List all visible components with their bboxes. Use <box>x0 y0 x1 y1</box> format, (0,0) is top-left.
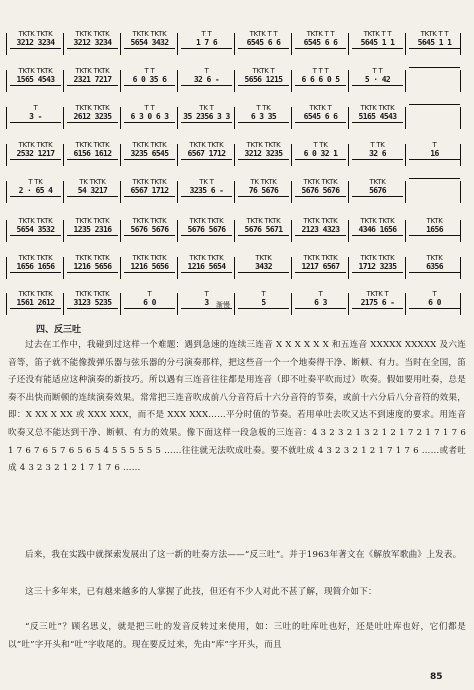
score-measure <box>67 30 118 49</box>
bar-line <box>63 293 64 315</box>
note-group: 6 0 <box>124 298 175 309</box>
bar-line <box>405 181 406 203</box>
bar-line <box>460 70 461 92</box>
note-group: 35 2356 3 3 <box>181 112 232 123</box>
score-measure <box>238 290 289 309</box>
score-measure <box>181 178 232 197</box>
tonguing-mark: T T <box>144 67 155 75</box>
bar-line <box>348 181 349 203</box>
score-measure <box>352 290 403 309</box>
tonguing-mark: TKTK T <box>252 67 275 75</box>
tonguing-mark: TKTK TKTK <box>303 178 338 186</box>
bar-line <box>177 144 178 166</box>
bar-line <box>6 220 7 242</box>
note-group: 1235 2316 <box>67 225 118 236</box>
note-group: 1656 1656 <box>10 262 61 273</box>
note-group: 3212 3235 <box>238 149 289 160</box>
score-row <box>6 290 468 316</box>
note-group: 5654 3532 <box>10 225 61 236</box>
note-group: 6545 6 6 <box>295 112 346 123</box>
score-row <box>6 141 468 167</box>
bar-line <box>6 181 7 203</box>
tonguing-mark: T <box>432 141 437 149</box>
note-group: 5676 5676 <box>124 225 175 236</box>
bar-line <box>177 33 178 55</box>
tonguing-mark: TKTK TKTK <box>132 217 167 225</box>
tonguing-mark: TKTK T <box>366 290 389 298</box>
score-measure <box>409 254 460 273</box>
tonguing-mark: TKTK TKTK <box>75 141 110 149</box>
bar-line <box>460 293 461 315</box>
tonguing-mark: TKTK <box>426 217 443 225</box>
score-measure <box>10 141 61 160</box>
tonguing-mark: TKTK TKTK <box>75 67 110 75</box>
bar-line <box>234 70 235 92</box>
score-measure <box>295 104 346 123</box>
bar-line <box>405 257 406 279</box>
note-group: 16 <box>409 149 460 160</box>
bar-line <box>120 70 121 92</box>
tonguing-mark: T <box>147 290 152 298</box>
page-number: 85 <box>430 672 443 682</box>
tonguing-mark: TKTK TKTK <box>75 217 110 225</box>
bar-line <box>63 181 64 203</box>
tonguing-mark: TKTK TKTK <box>132 30 167 38</box>
tonguing-mark: TKTK T T <box>363 30 392 38</box>
score-measure <box>238 67 289 86</box>
bar-line <box>177 293 178 315</box>
note-group: 5656 1215 <box>238 75 289 86</box>
score-measure <box>10 30 61 49</box>
bar-line <box>291 181 292 203</box>
note-group: 5676 5676 <box>181 225 232 236</box>
bar-line <box>291 144 292 166</box>
score-measure <box>409 178 460 179</box>
note-group <box>409 67 460 68</box>
tonguing-mark: T TK <box>313 141 328 149</box>
note-group: 5676 5671 <box>238 225 289 236</box>
bar-line <box>460 33 461 55</box>
bar-line <box>120 257 121 279</box>
bar-line <box>63 33 64 55</box>
tonguing-mark: TK TKTK <box>79 178 106 186</box>
tonguing-mark: TKTK TKTK <box>303 254 338 262</box>
score-measure <box>409 217 460 236</box>
score-measure <box>238 141 289 160</box>
tonguing-mark: T <box>318 290 323 298</box>
score-measure <box>295 254 346 273</box>
note-group: 2532 1217 <box>10 149 61 160</box>
note-group: 32 6 <box>352 149 403 160</box>
bar-line <box>120 220 121 242</box>
note-group: 5645 1 1 <box>409 38 460 49</box>
bar-line <box>177 107 178 129</box>
note-group: 6 6 6 0 5 <box>295 75 346 86</box>
tonguing-mark: T <box>204 290 209 298</box>
note-group: 6 3 35 <box>238 112 289 123</box>
score-measure <box>124 30 175 49</box>
score-measure <box>352 217 403 236</box>
note-group: 5645 1 1 <box>352 38 403 49</box>
tonguing-mark: TKTK TKTK <box>75 104 110 112</box>
bar-line <box>6 293 7 315</box>
bar-line <box>405 107 406 129</box>
bar-line <box>348 293 349 315</box>
score-measure <box>352 141 403 160</box>
bar-line <box>348 257 349 279</box>
score-measure <box>409 67 460 68</box>
note-group: 5676 5676 <box>295 186 346 197</box>
tonguing-mark: T T T <box>312 67 329 75</box>
score-measure <box>352 104 403 123</box>
tonguing-mark: TKTK TKTK <box>246 141 281 149</box>
bar-line <box>405 220 406 242</box>
tonguing-mark: TKTK TKTK <box>132 178 167 186</box>
bar-line <box>234 107 235 129</box>
note-group <box>409 178 460 179</box>
score-measure <box>238 178 289 197</box>
tonguing-mark: T T <box>372 67 383 75</box>
note-group: 5676 <box>352 186 403 197</box>
score-measure <box>67 290 118 309</box>
score-measure <box>238 30 289 49</box>
tonguing-mark: T <box>432 290 437 298</box>
bar-line <box>63 144 64 166</box>
bar-line <box>405 70 406 92</box>
note-group: 6 3 0 6 3 <box>124 112 175 123</box>
note-group: 6 0 <box>409 298 460 309</box>
bar-line <box>348 70 349 92</box>
bar-line <box>120 181 121 203</box>
note-group: 5654 3432 <box>124 38 175 49</box>
score-measure <box>124 217 175 236</box>
tonguing-mark: TKTK TKTK <box>18 30 53 38</box>
tonguing-mark: T TK <box>256 104 271 112</box>
bar-line <box>348 33 349 55</box>
bar-line <box>405 33 406 55</box>
note-group: 1217 6567 <box>295 262 346 273</box>
score-measure <box>238 104 289 123</box>
note-group: 6156 1612 <box>67 149 118 160</box>
note-group: 2612 3235 <box>67 112 118 123</box>
tonguing-mark: TKTK TKTK <box>132 254 167 262</box>
score-measure <box>124 290 175 309</box>
bar-line <box>234 220 235 242</box>
tonguing-mark: T TK <box>28 178 43 186</box>
note-group <box>409 104 460 105</box>
score-measure <box>352 67 403 86</box>
bar-line <box>348 220 349 242</box>
bar-line <box>460 144 461 166</box>
tonguing-mark: TKTK TKTK <box>303 217 338 225</box>
tonguing-mark: TKTK TKTK <box>18 141 53 149</box>
bar-line <box>291 220 292 242</box>
bar-line <box>291 257 292 279</box>
bar-line <box>291 293 292 315</box>
score-measure <box>295 141 346 160</box>
score-measure <box>124 104 175 123</box>
tonguing-mark: TKTK T T <box>306 30 335 38</box>
note-group: 2123 4323 <box>295 225 346 236</box>
score-row <box>6 104 468 130</box>
bar-line <box>405 144 406 166</box>
bar-line <box>63 220 64 242</box>
tonguing-mark: TKTK TKTK <box>189 141 224 149</box>
bar-line <box>177 220 178 242</box>
tonguing-mark: TKTK <box>369 178 386 186</box>
bar-line <box>234 257 235 279</box>
score-measure <box>124 254 175 273</box>
tonguing-mark: TKTK TKTK <box>360 254 395 262</box>
tempo-marking: 渐慢 <box>216 301 230 309</box>
score-measure <box>409 141 460 160</box>
tonguing-mark: TKTK T T <box>420 30 449 38</box>
score-measure <box>181 254 232 273</box>
bar-line <box>177 70 178 92</box>
score-measure <box>181 104 232 123</box>
note-group: 2321 7217 <box>67 75 118 86</box>
score-measure <box>10 67 61 86</box>
bar-line <box>291 107 292 129</box>
tonguing-mark: TKTK TKTK <box>132 141 167 149</box>
tonguing-mark: TKTK TKTK <box>18 290 53 298</box>
note-group: 1561 2612 <box>10 298 61 309</box>
tonguing-mark: TKTK TKTK <box>189 217 224 225</box>
note-group: 6356 <box>409 262 460 273</box>
score-measure <box>295 217 346 236</box>
tonguing-mark: TKTK TKTK <box>75 254 110 262</box>
bar-line <box>177 257 178 279</box>
bar-line <box>63 107 64 129</box>
paragraph-1: 过去在工作中，我碰到过这样一个难题：遇到急速的连续三连音 X X X X X X 和五连音 XXXXX XXXXX 及六连音等，笛子就不能像拨弹乐器与弦乐器的分弓演奏那样，把这些音一个一个地奏得干净、断顿、有力。当时在全国，笛子还没有能适应这种演奏的新技巧。所以遇有三连音往往都是用连音（即不吐奏平吹而过）吹奏。假如要用吐奏，总是奏不出快而断顿的连续演奏效果。常常把三连音吹成前八分音符后十六分音符的节奏，或前十六分后八分音符的效果，即：X XX X XX 或 XXX XXX，而不是 XXX XXX……平分时值的节奏。若用单吐去吹又达不到速度的要求。用连音吹奏又总不能达到干净、断顿、有力的效果。像下面这样一段急板的三连音：4 3 2 3 2 1 3 2 1 2 1 7 2 1 7 1 7 6 1 7 6 7 6 5 7 6 5 6 5 4 5 5 5 5 5 5 ……往往就无法吹成吐奏。要不就吐成 4 3 2 3 2 1 2 1 7 1 7 6 ……或者吐成 4 3 2 3 2 1 2 1 7 1 7 6 …… <box>8 340 466 474</box>
score-measure <box>409 290 460 309</box>
tonguing-mark: TKTK TKTK <box>360 104 395 112</box>
bar-line <box>120 293 121 315</box>
score-measure <box>409 104 460 105</box>
score-measure <box>10 178 61 197</box>
bar-line <box>234 181 235 203</box>
score-measure <box>295 67 346 86</box>
tonguing-mark: T T <box>144 104 155 112</box>
note-group: 3212 3234 <box>10 38 61 49</box>
note-group: 1 7 6 <box>181 38 232 49</box>
tonguing-mark: TKTK TKTK <box>189 254 224 262</box>
tonguing-mark: TKTK TKTK <box>75 290 110 298</box>
note-group: 6 3 <box>295 298 346 309</box>
score-measure <box>67 217 118 236</box>
tonguing-mark: TKTK TKTK <box>18 67 53 75</box>
note-group: 1656 <box>409 225 460 236</box>
bar-line <box>291 70 292 92</box>
score-measure <box>10 104 61 123</box>
tonguing-mark: TKTK TKTK <box>18 217 53 225</box>
tonguing-mark: T <box>204 67 209 75</box>
tonguing-mark: TKTK T T <box>249 30 278 38</box>
note-group: 6 0 32 1 <box>295 149 346 160</box>
tonguing-mark: TKTK <box>426 254 443 262</box>
score-measure <box>181 217 232 236</box>
score-measure <box>295 178 346 197</box>
score-measure <box>67 141 118 160</box>
bar-line <box>460 257 461 279</box>
bar-line <box>6 257 7 279</box>
score-measure <box>124 178 175 197</box>
tonguing-mark: TK T <box>199 104 214 112</box>
tonguing-mark: TKTK T <box>309 104 332 112</box>
score-row <box>6 30 468 56</box>
section-heading: 四、反三吐 <box>36 325 82 335</box>
score-measure <box>295 30 346 49</box>
score-measure <box>10 290 61 309</box>
bar-line <box>177 181 178 203</box>
note-group: 5 · 42 <box>352 75 403 86</box>
note-group: 4346 1656 <box>352 225 403 236</box>
score-measure <box>10 217 61 236</box>
note-group: 6 0 35 6 <box>124 75 175 86</box>
note-group: 2 · 65 4 <box>10 186 61 197</box>
paragraph-2: 后来，我在实践中就探索发展出了这一新的吐奏方法——“反三吐”。并于1963年著文在《解放军歌曲》上发表。 <box>25 550 462 560</box>
bar-line <box>120 107 121 129</box>
score-row <box>6 67 468 93</box>
score-measure <box>67 254 118 273</box>
tonguing-mark: T TK <box>370 141 385 149</box>
score-measure <box>352 178 403 197</box>
score-measure <box>352 30 403 49</box>
score-measure <box>67 67 118 86</box>
score-measure <box>238 254 289 273</box>
score-measure <box>409 30 460 49</box>
bar-line <box>6 33 7 55</box>
score-row <box>6 178 468 204</box>
bar-line <box>120 33 121 55</box>
bar-line <box>6 70 7 92</box>
note-group: 3432 <box>238 262 289 273</box>
score-row <box>6 217 468 243</box>
score-measure <box>352 254 403 273</box>
bar-line <box>6 107 7 129</box>
note-group: 3 <box>181 298 232 309</box>
score-measure <box>238 217 289 236</box>
note-group: 6545 6 6 <box>238 38 289 49</box>
note-group: 1565 4543 <box>10 75 61 86</box>
score-measure <box>295 290 346 309</box>
bar-line <box>63 70 64 92</box>
score-measure <box>67 104 118 123</box>
tonguing-mark: TKTK <box>255 254 272 262</box>
bar-line <box>120 144 121 166</box>
bar-line <box>348 107 349 129</box>
tonguing-mark: TK TKTK <box>250 178 277 186</box>
tonguing-mark: TKTK TKTK <box>75 30 110 38</box>
note-group: 3235 6545 <box>124 149 175 160</box>
tonguing-mark: TKTK TKTK <box>246 217 281 225</box>
score-measure <box>10 254 61 273</box>
score-measure <box>181 67 232 86</box>
note-group: 6567 1712 <box>181 149 232 160</box>
tonguing-mark: TKTK TKTK <box>18 254 53 262</box>
score-measure <box>181 141 232 160</box>
bar-line <box>460 181 461 203</box>
note-group: 1216 5656 <box>67 262 118 273</box>
bar-line <box>6 144 7 166</box>
score-measure <box>124 67 175 86</box>
note-group: 2175 6 - <box>352 298 403 309</box>
tonguing-mark: T <box>261 290 266 298</box>
note-group: 5 <box>238 298 289 309</box>
note-group: 32 6 - <box>181 75 232 86</box>
note-group: 3235 6 - <box>181 186 232 197</box>
tonguing-mark: T T <box>201 30 212 38</box>
bar-line <box>405 293 406 315</box>
note-group: 1216 5656 <box>124 262 175 273</box>
bar-line <box>460 220 461 242</box>
score-measure <box>181 30 232 49</box>
bar-line <box>234 144 235 166</box>
note-group: 5165 4543 <box>352 112 403 123</box>
paragraph-4: “反三吐”？顾名思义，就是把三吐的发音反转过来使用，如：三吐的吐库吐也好，还是吐吐库也好，它们都是以“吐”字开头和“吐”字收尾的。现在要反过来，先由“库”字开头，而且 <box>8 622 466 650</box>
score-measure <box>124 141 175 160</box>
bar-line <box>348 144 349 166</box>
tonguing-mark: TK T <box>199 178 214 186</box>
note-group: 6567 1712 <box>124 186 175 197</box>
bar-line <box>460 107 461 129</box>
tonguing-mark: T <box>33 104 38 112</box>
paragraph-3: 这三十多年来，已有越来越多的人掌握了此技，但还有不少人对此不甚了解，现简介如下： <box>25 587 377 597</box>
note-group: 3212 3234 <box>67 38 118 49</box>
bar-line <box>234 293 235 315</box>
note-group: 1216 5654 <box>181 262 232 273</box>
note-group: 76 5676 <box>238 186 289 197</box>
note-group: 6545 6 6 <box>295 38 346 49</box>
note-group: 1712 3235 <box>352 262 403 273</box>
score-measure <box>67 178 118 197</box>
bar-line <box>291 33 292 55</box>
bar-line <box>63 257 64 279</box>
tonguing-mark: TKTK TKTK <box>360 217 395 225</box>
note-group: 3 - <box>10 112 61 123</box>
note-group: 3123 5235 <box>67 298 118 309</box>
score-row <box>6 254 468 280</box>
bar-line <box>234 33 235 55</box>
note-group: 54 3217 <box>67 186 118 197</box>
